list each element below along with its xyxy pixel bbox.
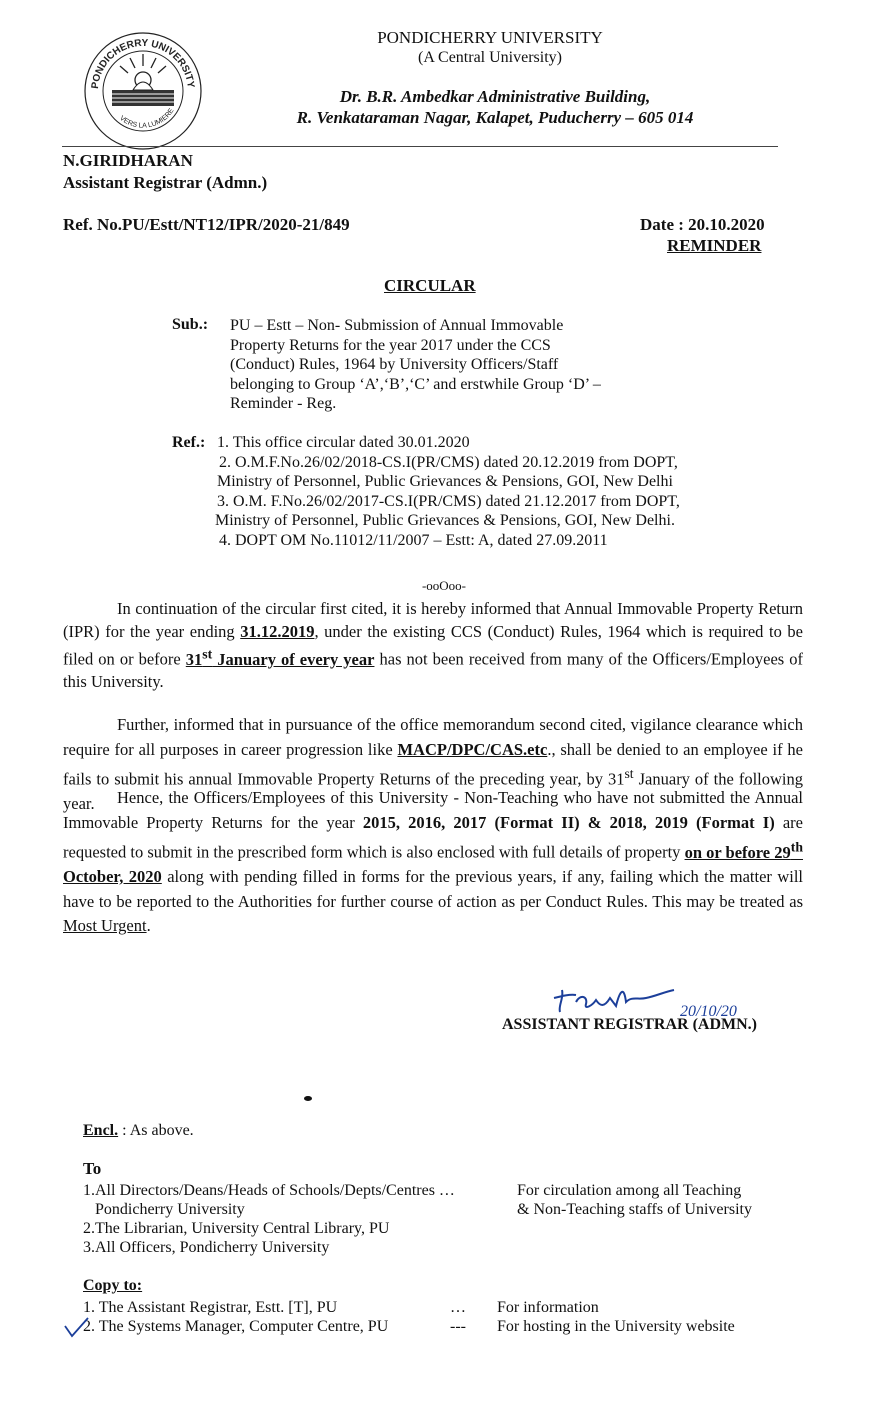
- para1-date: 31.12.2019: [240, 621, 315, 641]
- signatory-title: ASSISTANT REGISTRAR (ADMN.): [502, 1016, 758, 1033]
- copy-line: 1. The Assistant Registrar, Estt. [T], PU: [83, 1299, 338, 1316]
- subject-line: belonging to Group ‘A’,‘B’,‘C’ and erstwhile Group ‘D’ –: [230, 375, 601, 393]
- para1-text: , under the existing CCS (Conduct) Rules, 1964 which is required to be filed on or before: [63, 621, 803, 669]
- svg-text:PONDICHERRY UNIVERSITY: PONDICHERRY UNIVERSITY: [89, 37, 196, 90]
- para2-schemes: MACP/DPC/CAS.etc: [397, 739, 548, 759]
- copy-list: [83, 1298, 388, 1336]
- reference-line: 3. O.M. F.No.26/02/2017-CS.I(PR/CMS) dated 21.12.2017 from DOPT,: [217, 492, 680, 510]
- check-mark-icon: [62, 1316, 92, 1338]
- university-name: PONDICHERRY UNIVERSITY: [377, 28, 603, 47]
- para2-sup: st: [624, 766, 634, 781]
- ink-dot: [304, 1096, 312, 1101]
- copy-dots-2: ---: [450, 1318, 466, 1335]
- address-line-2: R. Venkataraman Nagar, Kalapet, Puducherry – 605 014: [296, 108, 694, 127]
- para1-text: In continuation of the circular first cited, it is hereby informed that Annual Immovable Property Return (IPR) for the year ending: [63, 599, 803, 641]
- signature-date: 20/10/20: [680, 1003, 737, 1020]
- subject-text: [230, 316, 670, 414]
- copy-purpose-line: For information: [497, 1299, 599, 1316]
- sender-designation: Assistant Registrar (Admn.): [63, 173, 268, 192]
- svg-text:VERS LA LUMIERE: VERS LA LUMIERE: [118, 107, 176, 130]
- copy-line: 2. The Systems Manager, Computer Centre, PU: [83, 1318, 389, 1335]
- address-line-1: Dr. B.R. Ambedkar Administrative Building,: [339, 87, 651, 106]
- enclosure-line: [83, 1122, 194, 1140]
- reference-line: Ministry of Personnel, Public Grievances & Pensions, GOI, New Delhi.: [215, 512, 675, 529]
- copy-to-label: Copy to:: [83, 1277, 143, 1294]
- subject-line: Reminder - Reg.: [230, 395, 337, 412]
- reminder-label: REMINDER: [667, 236, 762, 255]
- university-subtitle: (A Central University): [418, 49, 562, 66]
- paragraph-3: [63, 786, 803, 939]
- recipient-line: 2.The Librarian, University Central Library, PU: [83, 1220, 390, 1237]
- copy-dots-1: …: [450, 1299, 466, 1316]
- reference-line: 4. DOPT OM No.11012/11/2007 – Estt: A, dated 27.09.2011: [219, 531, 608, 549]
- para3-text: Hence, the Officers/Employees of this University - Non-Teaching who have not submitted the Annual Immovable Property Returns for the year: [63, 788, 803, 832]
- references-label: Ref.:: [172, 434, 206, 451]
- recipient-line: 1.All Directors/Deans/Heads of Schools/Depts/Centres …: [83, 1182, 455, 1199]
- enclosure-label: Encl.: [83, 1122, 119, 1139]
- para3-text: are requested to submit in the prescribed form which is also enclosed with full details of property: [63, 812, 803, 862]
- copy-dots: [450, 1298, 466, 1336]
- copy-purpose: [497, 1298, 735, 1336]
- to-label: To: [83, 1159, 102, 1178]
- enclosure-text: : As above.: [118, 1122, 194, 1139]
- circular-title: CIRCULAR: [384, 276, 476, 295]
- subject-line: PU – Estt – Non- Submission of Annual Immovable: [230, 317, 564, 334]
- recipient-purpose: [517, 1181, 752, 1219]
- subject-line: (Conduct) Rules, 1964 by University Officers/Staff: [230, 356, 559, 373]
- para3-years: 2015, 2016, 2017 (Format II) & 2018, 2019 (Format I): [362, 812, 775, 832]
- subject-label: Sub.:: [172, 316, 209, 333]
- reference-line: Ministry of Personnel, Public Grievances & Pensions, GOI, New Delhi: [217, 473, 673, 490]
- para3-end: .: [146, 916, 151, 935]
- urgency-note: Most Urgent: [63, 916, 147, 935]
- circular-date: Date : 20.10.2020: [640, 215, 765, 234]
- recipient-line: Pondicherry University: [83, 1201, 245, 1218]
- purpose-line: For circulation among all Teaching: [517, 1182, 742, 1199]
- reference-line: 1. This office circular dated 30.01.2020: [217, 434, 470, 451]
- header-divider: [62, 146, 778, 147]
- para2-text: January of the following year.: [63, 769, 803, 813]
- para3-text: along with pending filled in forms for the previous years, if any, failing which the matter will have to be reported to the Authorities for further course of action as per Conduct Rules. This may be treated as: [63, 867, 803, 911]
- recipient-list: [83, 1181, 455, 1257]
- para2-text: ., shall be denied to an employee if he fails to submit his annual Immovable Property Returns of the preceding year, by 31: [63, 739, 803, 789]
- references-list: [217, 433, 817, 550]
- para1-text: has not been received from many of the Officers/Employees of this University.: [63, 649, 804, 691]
- reference-line: 2. O.M.F.No.26/02/2018-CS.I(PR/CMS) dated 20.12.2019 from DOPT,: [219, 453, 678, 471]
- recipient-line: 3.All Officers, Pondicherry University: [83, 1239, 330, 1256]
- subject-line: Property Returns for the year 2017 under the CCS: [230, 336, 551, 354]
- university-seal-icon: [80, 28, 206, 154]
- para3-deadline: on or before 29th October, 2020: [63, 839, 804, 886]
- para2-text: Further, informed that in pursuance of the office memorandum second cited, vigilance clearance which require for all purposes in career progression like: [63, 715, 803, 759]
- para1-deadline: 31st January of every year: [185, 646, 375, 669]
- purpose-line: & Non-Teaching staffs of University: [517, 1201, 752, 1218]
- paragraph-1: [63, 598, 803, 694]
- university-address: [230, 86, 760, 128]
- reference-number: Ref. No.PU/Estt/NT12/IPR/2020-21/849: [63, 215, 350, 234]
- sender-block: [63, 150, 267, 194]
- sender-name: N.GIRIDHARAN: [63, 151, 193, 170]
- copy-purpose-line: For hosting in the University website: [497, 1318, 735, 1335]
- separator: -ooOoo-: [421, 578, 467, 593]
